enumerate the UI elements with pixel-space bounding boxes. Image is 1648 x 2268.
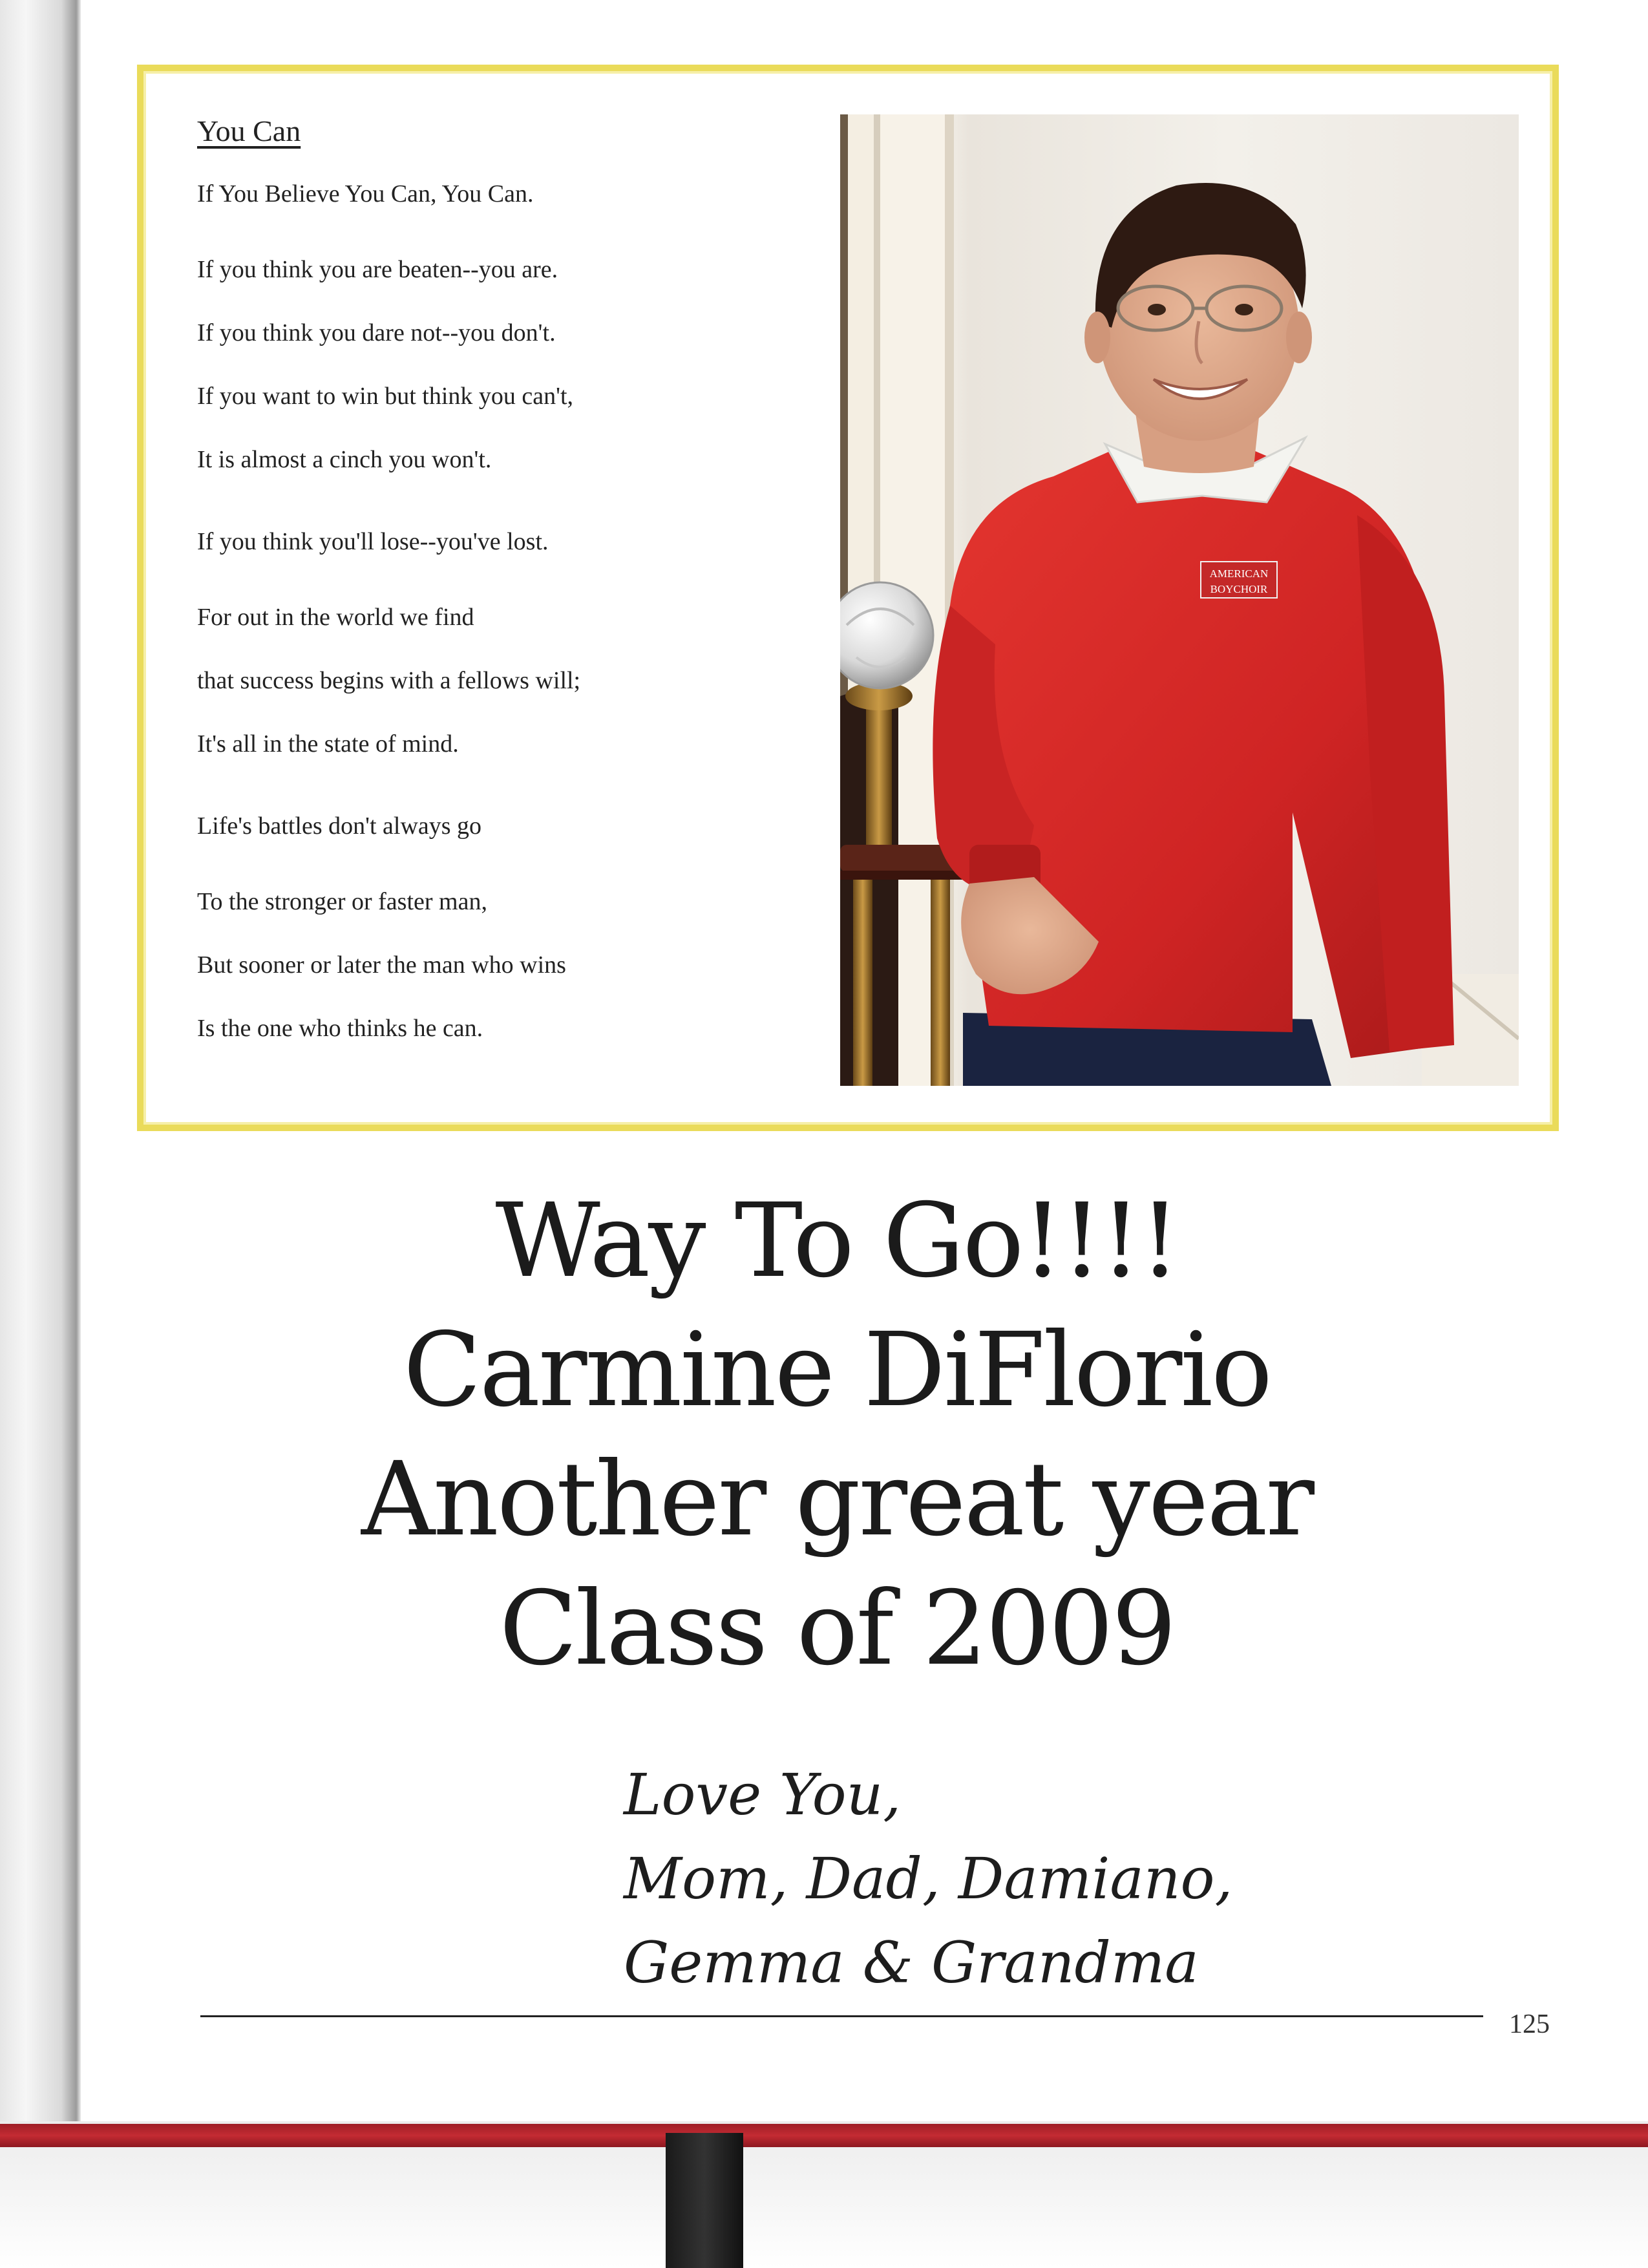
poem-line: To the stronger or faster man, bbox=[197, 888, 487, 915]
poem-stanza-1 bbox=[197, 175, 895, 491]
poem-line: If you think you dare not--you don't. bbox=[197, 319, 556, 346]
poem-line: It is almost a cinch you won't. bbox=[197, 446, 492, 473]
poem-title: You Can bbox=[197, 114, 301, 147]
page-number: 125 bbox=[1509, 2009, 1550, 2039]
signature-line: Gemma & Grandma bbox=[624, 1929, 1199, 1996]
signature-line: Mom, Dad, Damiano, bbox=[624, 1845, 1233, 1912]
poem-line: If you think you'll lose--you've lost. bbox=[197, 528, 549, 555]
headline-line: Carmine DiFlorio bbox=[403, 1311, 1271, 1430]
poem-line: For out in the world we find bbox=[197, 604, 474, 631]
poem-line: If you think you are beaten--you are. bbox=[197, 256, 558, 283]
student-portrait-photo bbox=[840, 114, 1519, 1086]
headline-line: Class of 2009 bbox=[499, 1569, 1175, 1688]
poem bbox=[197, 116, 895, 1091]
sweater-patch-line-2: BOYCHOIR bbox=[1210, 583, 1268, 595]
headline bbox=[194, 1176, 1480, 1693]
poem-line: that success begins with a fellows will; bbox=[197, 667, 581, 694]
poem-line: Is the one who thinks he can. bbox=[197, 1015, 483, 1042]
headline-line: Another great year bbox=[361, 1440, 1313, 1559]
family-signature bbox=[624, 1753, 1464, 2005]
book-cover-edge bbox=[0, 2124, 1648, 2147]
bookmark-ribbon bbox=[666, 2133, 743, 2268]
footer-rule bbox=[200, 2015, 1483, 2017]
poem-line: It's all in the state of mind. bbox=[197, 730, 459, 758]
poem-line: Life's battles don't always go bbox=[197, 812, 482, 840]
headline-line: Way To Go!!!! bbox=[495, 1182, 1179, 1300]
poem-stanza-2 bbox=[197, 522, 895, 776]
sweater-patch-line-1: AMERICAN bbox=[1209, 567, 1269, 580]
poem-line: If you want to win but think you can't, bbox=[197, 383, 574, 410]
poem-line: But sooner or later the man who wins bbox=[197, 951, 566, 979]
book-binding-shadow bbox=[0, 0, 81, 2268]
signature-line: Love You, bbox=[624, 1761, 902, 1828]
poem-line: If You Believe You Can, You Can. bbox=[197, 180, 534, 207]
poem-stanza-3 bbox=[197, 807, 895, 1060]
poem-photo-frame bbox=[137, 65, 1559, 1131]
